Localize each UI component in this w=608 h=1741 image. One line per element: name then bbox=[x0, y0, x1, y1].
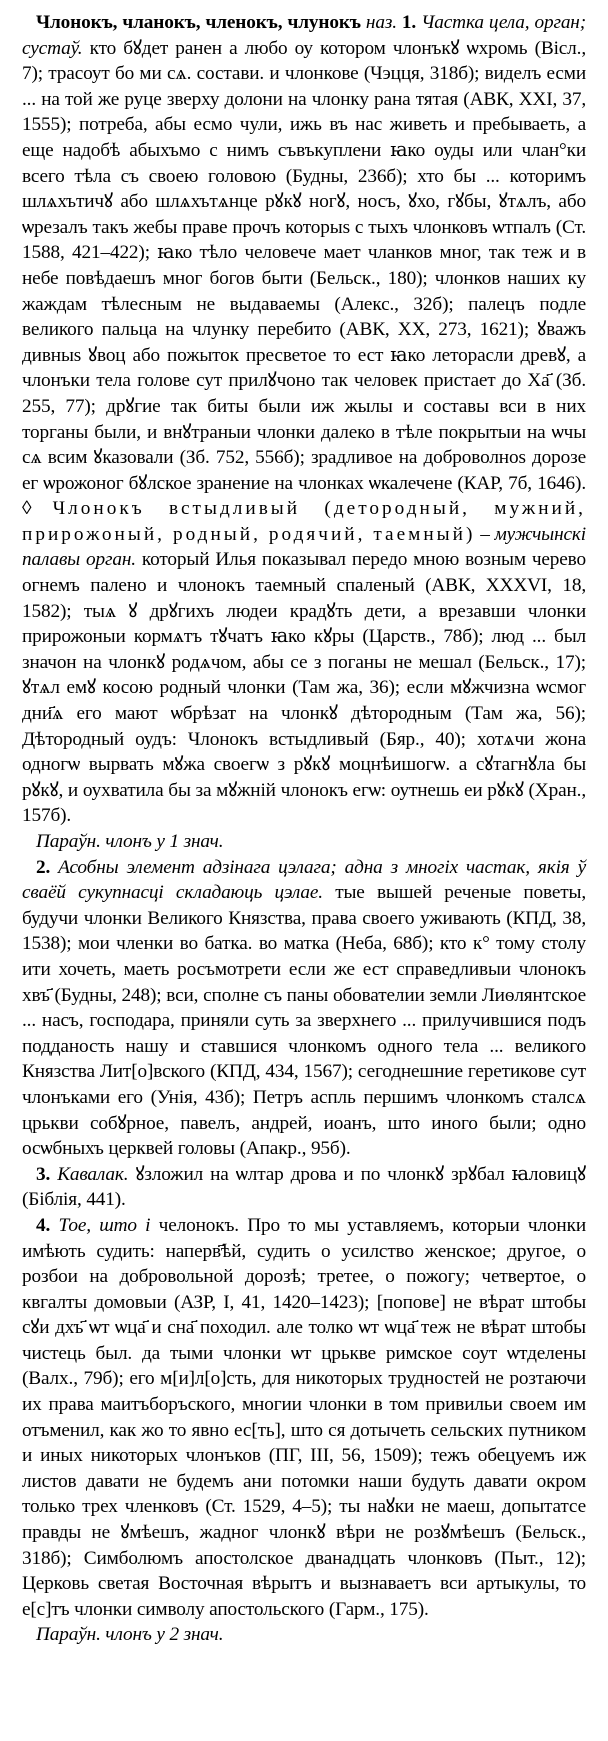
sense-2-paragraph bbox=[22, 855, 586, 1162]
sense-4-definition-reference: челонокъ. bbox=[150, 1214, 239, 1236]
sense-4-paragraph bbox=[22, 1213, 586, 1623]
sense-1-phrase-definition: – мужчынскі палавы орган. bbox=[22, 523, 586, 571]
sense-3-definition: Кавалак. bbox=[57, 1163, 129, 1185]
headword: Члонокъ, чланокъ, членокъ, члунокъ bbox=[36, 12, 361, 33]
sense-2-definition: Асобны элемент адзінага цэлага; адна з многіх частак, якія ў сваёй сукупнасці складаюць цэлае. bbox=[22, 856, 587, 904]
sense-1-citations: кто бꙋдет ранен а любо оу котором члонъкꙋ ѡхромь (Вісл., 7); трасоут бо ми сѧ. состави. и члонкове (Чэцця, 318б); виделъ есми ... на той же руце зверху долони на члонку рана тятая (АВК, XXI, 37, 1555); потреба, абы есмо чули, ижь въ нас живеть и пребываеть, а еще надобѣ абыхъмо с нимъ съвъкуплени ꙗко оуды или члан°ки всего тѣла съ своею головою (Будны, 236б); хто бы ... которимъ шлѧхътичꙋ або шлѧхътѧнце рꙋкꙋ ногꙋ, носъ, ꙋхо, гꙋбы, ꙋтѧлъ, або ѡрезалъ такъ жебы праве прочъ которыѕ с тыхъ члонковъ ѡтпалъ (Ст. 1588, 421–422); ꙗко тѣло человече мает чланков мног, так теж и в небе повѣдаешъ мног богов быти (Бельск., 180); члонков наших ку жаждам тѣлесным не выдаваемы (Алекс., 32б); палецъ подле великого пальца на члунку перебито (АВК, XX, 273, 1621); ꙋважъ дивныѕ ꙋвоц або пожыток пресветое то ест ꙗко леторасли древꙋ, а члонъки тела голове сут прилꙋчоно так человек пристает до Ха҃ (Зб. 255, 77); дрꙋгие так биты были иж жылы и составы вси в них торганы были, и внꙋтраныи члонки далеко в тѣле покрытыи на ѡчы сѧ всим ꙋказовали (Зб. 752, 556б); зрадливое на доброволноѕ дорозе ег ѡрожоног бꙋлское зранение на члонках ѡкалечене (КАР, 7б, 1646). ◊ bbox=[22, 37, 586, 520]
sense-1-phrase: Члонокъ встыдливый (детородный, мужний, прирожоный, родный, родячий, таемный) bbox=[22, 498, 586, 545]
sense-2-number: 2. bbox=[36, 856, 51, 878]
sense-1-paragraph bbox=[22, 10, 586, 829]
sense-1-phrase-citations: который Илья показывал передо мною возным черево огнемъ палено и члонокъ таемный спаленый (АВК, XXXVI, 18, 1582); тыѧ ꙋ дрꙋгихъ людеи крадꙋть дети, а врезавши члонки прирожоныи кормѧтъ тꙋчатъ ꙗко кꙋры (Царств., 78б); люд ... был значон на члонкꙋ родѧчом, абы се з поганы не мешал (Бельск., 17); ꙋтѧл емꙋ косою родный члонки (Там жа, 36); если мꙋжчизна ѡсмог дни҃ѧ его мают ѡбрѣзат на члонкꙋ дѣтородным (Там жа, 56); Дѣтородный оудъ: Члонокъ встыдливый (Бяр., 40); хотѧчи жона одногѡ вырвать мꙋжа своегѡ з рꙋкꙋ моцнѣишогѡ. а сꙋтагнꙋла бы рꙋкꙋ, и оухватила бы за мꙋжній члонокъ егѡ: оутнешь еи рꙋкꙋ (Хран., 157б). bbox=[22, 549, 586, 827]
sense-3-paragraph bbox=[22, 1162, 586, 1213]
sense-4-definition: Тое, што і bbox=[58, 1214, 151, 1236]
sense-1-definition: Частка цела, орган; сустаў. bbox=[22, 12, 586, 59]
sense-3-citations: ꙋзложил на ѡлтар дрова и по члонкꙋ зрꙋбал ꙗловицꙋ (Біблія, 441). bbox=[22, 1163, 586, 1211]
sense-2-citations: тые вышей реченые поветы, будучи члонки Великого Князства, права своего уживають (КПД, 38, 1538); мои членки во батка. во матка (Неба, 68б); кто к° тому столу ити хочеть, маеть росъмотрети если же ест справедливыи члонокъ хвъ҃ (Будны, 248); вси, сполне съ паны обователии земли Лиѳлянтское ... насъ, господара, приняли суть за зверхнего ... прилучившися подъ подданость нашу и ставшися члонкомъ одного тела ... великого Князства Лит[о]вского (КПД, 434, 1567); сегоднешние геретикове сут члонъками его (Унія, 43б); Петръ аспль першимъ члонкомъ сталсѧ црькви собꙋрное, павелъ, андрей, иоанъ, што иного были; одно осѡбныхъ церквей головы (Апакр., 95б). bbox=[22, 882, 586, 1160]
sense-4-cross-reference: Параўн. члонъ у 2 знач. bbox=[36, 1624, 224, 1646]
sense-1-number: 1. bbox=[401, 12, 417, 33]
part-of-speech: наз. bbox=[365, 12, 397, 33]
sense-3-number: 3. bbox=[36, 1163, 51, 1185]
sense-4-number: 4. bbox=[36, 1214, 51, 1236]
sense-1-cross-reference: Параўн. члонъ у 1 знач. bbox=[36, 831, 224, 852]
sense-4-citations: Про то мы уставляемъ, которыи члонки имѣють судить: наперв҃ѣй, судить о усилство женское; другое, о розбои на добровольной дорозѣ; третее, о пожогу; четвертое, о квгалты домовыи (АЗР, I, 41, 1420–1423); [попове] не вѣрат штобы сꙋи дхъ҃ ѡт ѡца҃ и сна҃ походил. але толко ѡт ѡца҃ теж не вѣрат штобы чистець был. да тыми члонки ѡт црькве римское соут ѡтделены (Валх., 79б); его м[и]л[о]сть, для никоторых трудностей не розтаючи их права маитъборъского, многии члонки в том привильи своем им отъменил, как жо то явно ес[ть], што ся дотычеть сельских путником и иных никоторых члонъков (ПГ, III, 56, 1509); тежъ обецуемъ иж листов давати не будемъ ани потомки наши будуть давати окром только трех членковъ (Ст. 1529, 4–5); ты нaꙋки не маеш, допытатсе правды не ꙋмѣешъ, жадног члонкꙋ вѣри не розꙋмѣешъ (Бельск., 318б); Симболюмъ апостолское дванадцать члонковъ (Пыт., 12); Церковь светая Восточная вѣрытъ и вызнаваетъ вси артыкулы, то е[с]тъ члонки символу апостольского (Гарм., 175). bbox=[22, 1214, 586, 1620]
